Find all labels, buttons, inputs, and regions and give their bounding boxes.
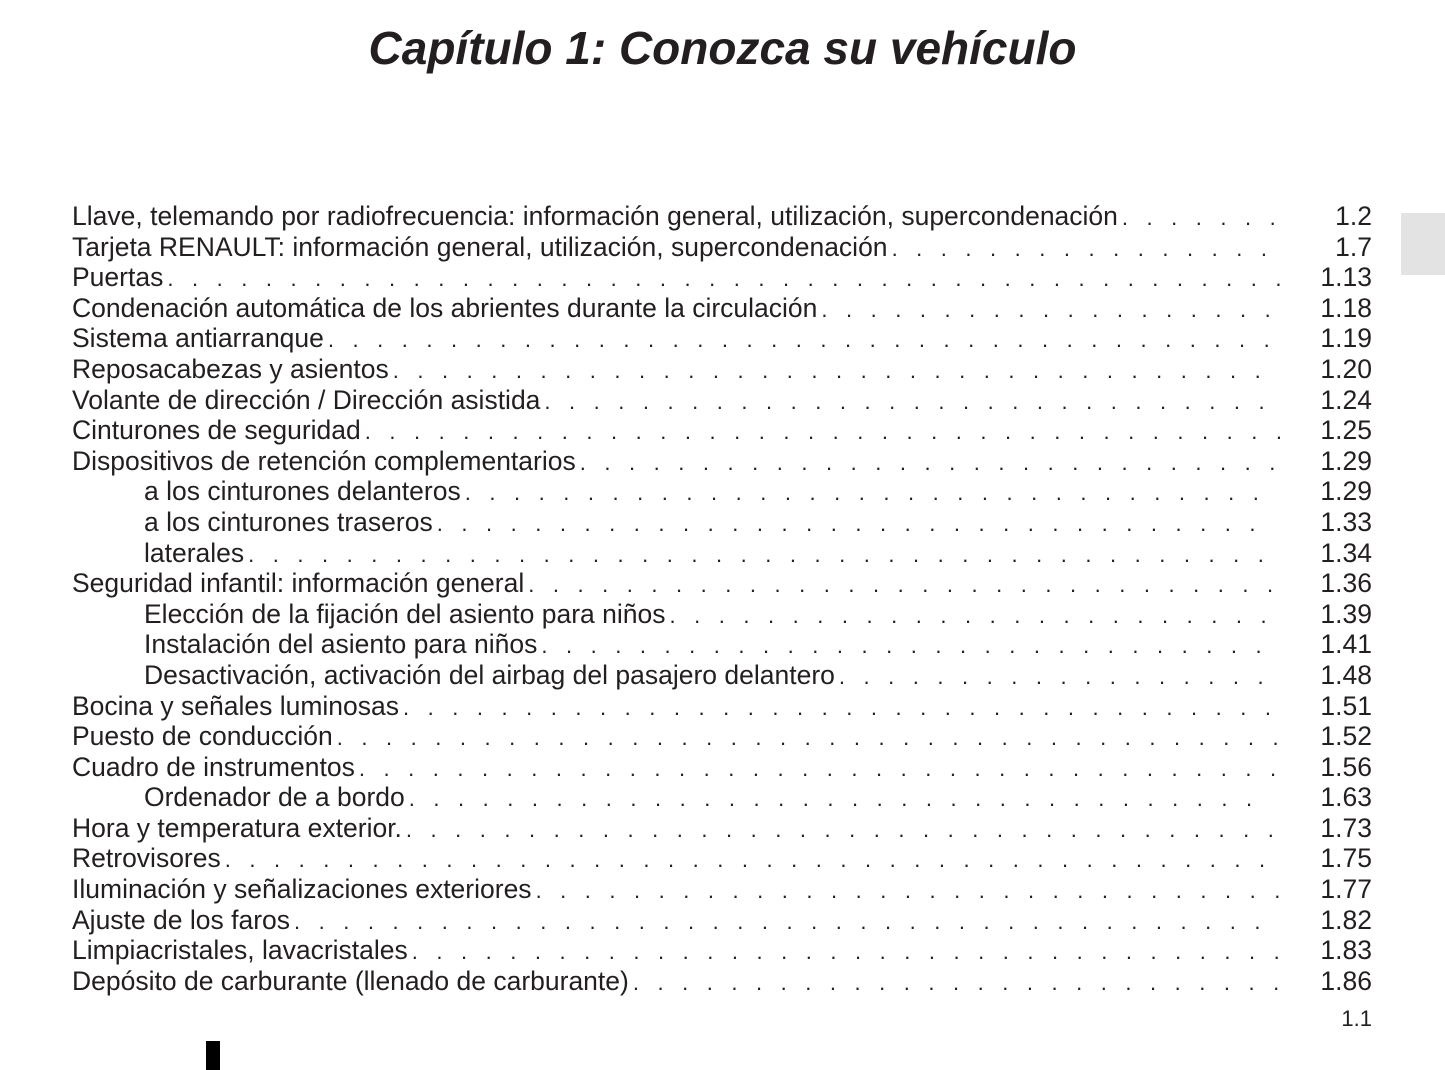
toc-entry-page: 1.25 [1320, 415, 1372, 446]
toc-entry-label: Iluminación y señalizaciones exteriores [72, 874, 532, 905]
dot-leader [365, 417, 1280, 448]
toc-entry-page: 1.19 [1320, 323, 1372, 354]
dot-leader [821, 295, 1280, 326]
toc-entry-page: 1.75 [1320, 843, 1372, 874]
toc-entry[interactable] [72, 843, 1372, 874]
toc-subentry[interactable] [72, 538, 1372, 569]
toc-entry-label: Desactivación, activación del airbag del pasajero delantero [144, 659, 835, 690]
dot-leader [248, 540, 1266, 571]
dot-leader [359, 754, 1280, 785]
toc-entry-label: Cinturones de seguridad [72, 415, 361, 446]
toc-entry-label: a los cinturones traseros [144, 506, 433, 537]
toc-entry[interactable] [72, 385, 1372, 416]
toc-entry-label: Dispositivos de retención complementarios [72, 445, 576, 476]
toc-entry-page: 1.29 [1320, 476, 1372, 507]
toc-entry-label: a los cinturones delanteros [144, 476, 461, 507]
toc-subentry[interactable] [72, 782, 1372, 813]
crop-mark [206, 1041, 220, 1070]
chapter-title: Capítulo 1: Conozca su vehículo [368, 22, 1077, 74]
toc-entry-page: 1.82 [1320, 904, 1372, 935]
toc-entry[interactable] [72, 905, 1372, 936]
toc-entry-label: Volante de dirección / Dirección asistida [72, 384, 541, 415]
toc-entry-page: 1.48 [1320, 659, 1372, 690]
toc-entry-page: 1.7 [1335, 231, 1372, 262]
dot-leader [437, 509, 1266, 540]
dot-leader [294, 907, 1280, 938]
toc-entry-page: 1.18 [1320, 292, 1372, 323]
toc-entry-page: 1.63 [1320, 782, 1372, 813]
toc-entry-page: 1.2 [1335, 201, 1372, 231]
toc-entry-page: 1.24 [1320, 384, 1372, 415]
toc-entry-page: 1.36 [1320, 568, 1372, 599]
dot-leader [337, 723, 1280, 754]
toc-entry[interactable] [72, 752, 1372, 783]
toc-entry-label: Tarjeta RENAULT: información general, utilización, supercondenación [72, 231, 888, 262]
dot-leader [167, 264, 1280, 295]
toc-entry-label: Instalación del asiento para niños [144, 629, 538, 660]
toc-entry-label: Seguridad infantil: información general [72, 568, 525, 599]
dot-leader [406, 815, 1280, 846]
toc-entry[interactable] [72, 415, 1372, 446]
toc-subentry[interactable] [72, 629, 1372, 660]
toc-entry-page: 1.52 [1320, 721, 1372, 752]
toc-subentry[interactable] [72, 660, 1372, 691]
toc-entry-label: Retrovisores [72, 843, 221, 874]
toc-entry-label: Puesto de conducción [72, 721, 333, 752]
toc-entry-page: 1.34 [1320, 537, 1372, 568]
toc-entry-label: Puertas [72, 262, 164, 293]
toc-entry[interactable] [72, 966, 1372, 997]
toc-entry[interactable] [72, 874, 1372, 905]
toc-entry[interactable] [72, 201, 1372, 232]
toc-entry-label: Llave, telemando por radiofrecuencia: información general, utilización, supercondenación [72, 201, 1118, 231]
toc-entry-page: 1.56 [1320, 751, 1372, 782]
toc-entry-page: 1.83 [1320, 935, 1372, 966]
page-number: 1.1 [1341, 1006, 1372, 1031]
dot-leader [541, 631, 1266, 662]
toc-entry-label: laterales [144, 537, 245, 568]
toc-entry[interactable] [72, 691, 1372, 722]
toc-entry[interactable] [72, 262, 1372, 293]
toc-entry-page: 1.13 [1320, 262, 1372, 293]
toc-entry-label: Elección de la fijación del asiento para niños [144, 598, 666, 629]
dot-leader [892, 234, 1280, 265]
toc-entry-page: 1.29 [1320, 445, 1372, 476]
toc-entry-label: Cuadro de instrumentos [72, 751, 355, 782]
toc-entry[interactable] [72, 293, 1372, 324]
toc-entry-label: Sistema antiarranque [72, 323, 324, 354]
chapter-tab-marker [1401, 213, 1445, 275]
dot-leader [580, 448, 1280, 479]
toc-entry-label: Condenación automática de los abrientes durante la circulación [72, 292, 818, 323]
toc-entry-page: 1.33 [1320, 506, 1372, 537]
dot-leader [225, 845, 1280, 876]
toc-entry-label: Hora y temperatura exterior. [72, 812, 402, 843]
toc-entry-label: Bocina y señales luminosas [72, 690, 400, 721]
toc-entry[interactable] [72, 721, 1372, 752]
toc-subentry[interactable] [72, 476, 1372, 507]
toc-entry-page: 1.86 [1320, 965, 1372, 996]
toc-entry[interactable] [72, 354, 1372, 385]
dot-leader [670, 601, 1267, 632]
toc-entry-label: Reposacabezas y asientos [72, 353, 389, 384]
dot-leader [403, 693, 1280, 724]
toc-subentry[interactable] [72, 507, 1372, 538]
dot-leader [633, 968, 1280, 999]
dot-leader [536, 876, 1280, 907]
toc-entry[interactable] [72, 232, 1372, 263]
toc-entry[interactable] [72, 813, 1372, 844]
toc-entry-page: 1.73 [1320, 812, 1372, 843]
toc-entry[interactable] [72, 323, 1372, 354]
dot-leader [839, 662, 1266, 693]
toc-entry[interactable] [72, 568, 1372, 599]
toc-entry-label: Ordenador de a bordo [144, 782, 405, 813]
dot-leader [1122, 203, 1280, 234]
toc-entry-label: Ajuste de los faros [72, 904, 291, 935]
toc-entry-page: 1.41 [1320, 629, 1372, 660]
dot-leader [528, 570, 1280, 601]
dot-leader [544, 387, 1280, 418]
toc-entry-page: 1.20 [1320, 353, 1372, 384]
toc-entry[interactable] [72, 935, 1372, 966]
toc-entry-page: 1.77 [1320, 874, 1372, 905]
toc-entry-label: Limpiacristales, lavacristales [72, 935, 408, 966]
dot-leader [393, 356, 1280, 387]
dot-leader [328, 325, 1280, 356]
toc-subentry[interactable] [72, 599, 1372, 630]
toc-entry[interactable] [72, 446, 1372, 477]
toc-entry-label: Depósito de carburante (llenado de carburante) [72, 965, 629, 996]
toc-entry-page: 1.39 [1320, 598, 1372, 629]
toc-entry-page: 1.51 [1320, 690, 1372, 721]
dot-leader [412, 937, 1280, 968]
dot-leader [409, 784, 1266, 815]
dot-leader [465, 478, 1266, 509]
table-of-contents [72, 201, 1372, 996]
